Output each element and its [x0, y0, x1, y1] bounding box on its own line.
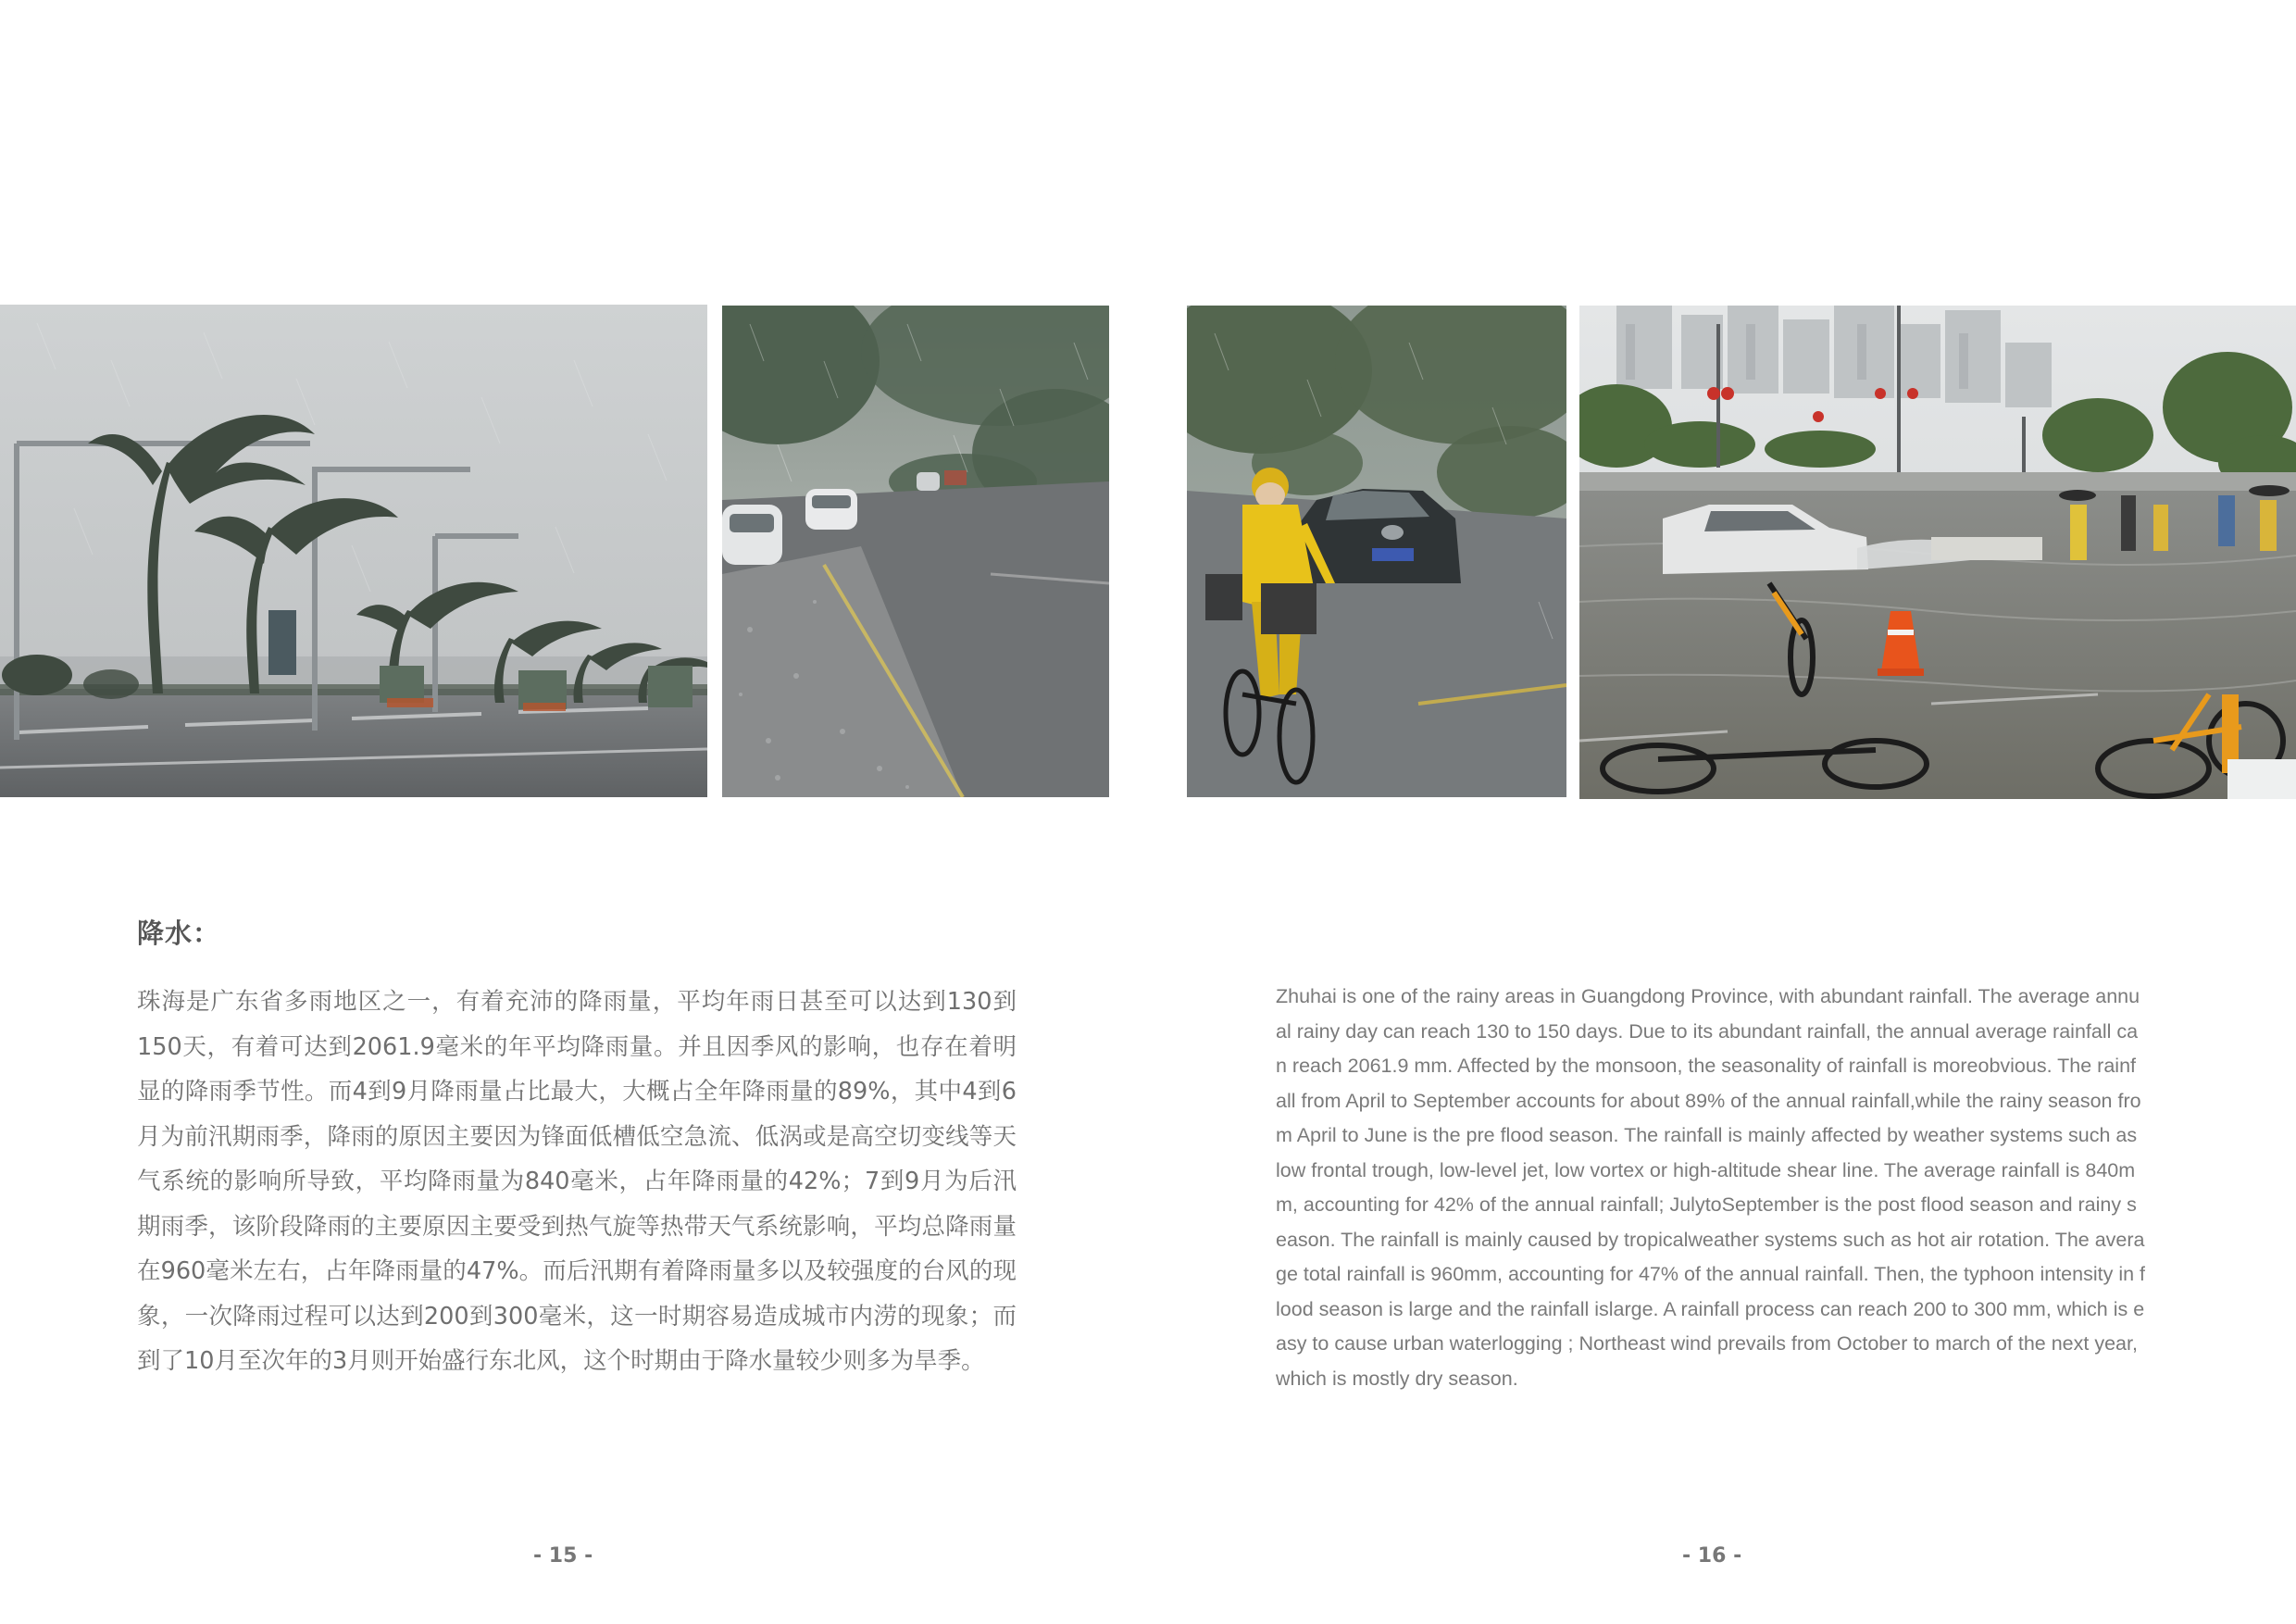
english-body-paragraph: Zhuhai is one of the rainy areas in Guangdong Province, with abundant rainfall. The average annual rainy day can reach 130 to 150 days. Due to its abundant rainfall, the annual average rainfall can reach 2061.9 mm. Affected by the monsoon, the seasonality of rainfall is moreobvious. The rainfall from April to September accounts for about 89% of the annual rainfall,while the rainy season from April to June is the pre flood season. The rainfall is mainly affected by weather systems such as low frontal trough, low-level jet, low vortex or high-altitude shear line. The average rainfall is 840mm, accounting for 42% of the annual rainfall; JulytoSeptember is the post flood season and rainy season. The rainfall is mainly caused by tropicalweather systems such as hot air rotation. The average total rainfall is 960mm, accounting for 47% of the annual rainfall. Then, the typhoon intensity in flood season is large and the rainfall islarge. A rainfall process can reach 200 to 300 mm, which is easy to cause urban waterlogging ; Northeast wind prevails from October to march of the next year, which is mostly dry season. — [1276, 985, 2145, 1390]
flooded-street-photo — [1579, 306, 2296, 799]
cyclist-in-rain-photo — [1187, 306, 1566, 797]
page-number-right: - 16 - — [1682, 1544, 1742, 1568]
rainy-road-cars-photo — [722, 306, 1109, 797]
chinese-body-paragraph: 珠海是广东省多雨地区之一，有着充沛的降雨量，平均年雨日甚至可以达到130到150天，有着可达到2061.9毫米的年平均降雨量。并且因季风的影响，也存在着明显的降雨季节性。而4到9月降雨量占比最大，大概占全年降雨量的89%，其中4到6月为前汛期雨季，降雨的原因主要因为锋面低槽低空急流、低涡或是高空切变线等天气系统的影响所导致，平均降雨量为840毫米，占年降雨量的42%；7到9月为后汛期雨季，该阶段降雨的主要原因主要受到热气旋等热带天气系统影响，平均总降雨量在960毫米左右，占年降雨量的47%。而后汛期有着降雨量多以及较强度的台风的现象，一次降雨过程可以达到200到300毫米，这一时期容易造成城市内涝的现象；而到了10月至次年的3月则开始盛行东北风，这个时期由于降水量较少则多为旱季。 — [137, 988, 1017, 1375]
section-title-precipitation: 降水： — [137, 918, 221, 949]
page-number-left: - 15 - — [533, 1544, 593, 1568]
typhoon-palm-trees-photo — [0, 305, 707, 797]
